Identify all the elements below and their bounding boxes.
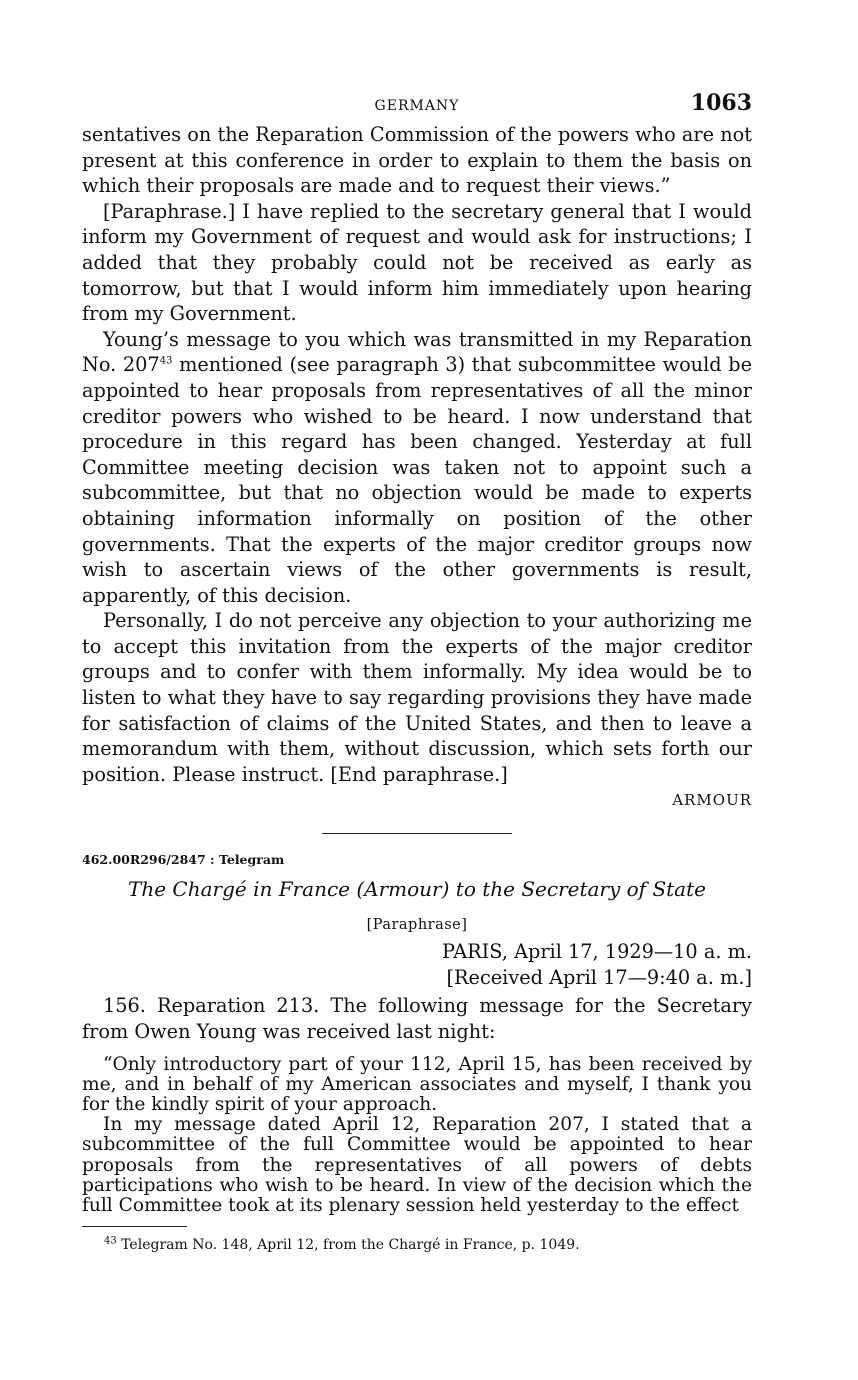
dateline <box>82 939 752 991</box>
paragraph-paraphrase: [Paraphrase.] I have replied to the secretary general that I would inform my Government of request and would ask for instructions; I added that they probably could not be received as early as tomorrow, but that I would inform him immediately upon hearing from my Government. <box>82 199 752 326</box>
quote-paragraph-1: “Only introductory part of your 112, April 15, has been received by me, and in behalf of my American associates and myself, I thank you for the kindly spirit of your approach. <box>82 1053 752 1116</box>
page-header <box>82 90 752 122</box>
paragraph-young-message <box>82 327 752 609</box>
dateline-sent: PARIS, April 17, 1929—10 a. m. <box>442 940 752 964</box>
dateline-received: [Received April 17—9:40 a. m.] <box>446 966 752 990</box>
paraphrase-label: [Paraphrase] <box>366 917 468 934</box>
document-page <box>82 90 752 1253</box>
footnote-reference: 43 <box>159 355 173 367</box>
document-title: The Chargé in France (Armour) to the Secretary of State <box>128 877 706 902</box>
paragraph-young-message-rest: mentioned (see paragraph 3) that subcommittee would be appointed to hear proposals from representatives of all the minor creditor powers who wished to be heard. I now understand that procedure in this regard has been changed. Yesterday at full Committee meeting decision was taken not to appoint such a subcommittee, but that no objection would be made to experts obtaining information informally on position of the other governments. That the experts of the major creditor groups now wish to ascertain views of the other governments is result, apparently, of this decision. <box>82 353 752 607</box>
section-divider <box>322 833 512 834</box>
footnote <box>82 1237 752 1253</box>
footnote-text: Telegram No. 148, April 12, from the Chargé in France, p. 1049. <box>116 1237 580 1254</box>
footnote-marker: 43 <box>104 1235 117 1247</box>
paragraph-continuation: sentatives on the Reparation Commission of the powers who are not present at this conference in order to explain to them the basis on which their proposals are made and to request their views.” <box>82 123 752 198</box>
quoted-message <box>82 1055 752 1217</box>
paragraph-young-message-start: Young’s message to you which was transmitted in my Reparation No. 207 <box>82 327 752 377</box>
file-reference: 462.00R296/2847 : Telegram <box>82 852 285 868</box>
page-number: 1063 <box>690 90 752 116</box>
footnote-divider <box>82 1226 187 1227</box>
signature: ARMOUR <box>672 791 752 810</box>
paragraph-personally: Personally, I do not perceive any objection to your authorizing me to accept this invitation from the experts of the major creditor groups and to confer with them informally. My idea would be to listen to what they have to say regarding provisions they have made for satisfaction of claims of the United States, and then to leave a memorandum with them, without discussion, which sets forth our position. Please instruct. [End paraphrase.] <box>82 609 752 786</box>
running-head: GERMANY <box>374 98 460 114</box>
telegram-body: 156. Reparation 213. The following message for the Secretary from Owen Young was received last night: <box>82 994 752 1044</box>
quote-paragraph-2: In my message dated April 12, Reparation 207, I stated that a subcommittee of the full Committee would be appointed to hear proposals from the representatives of all powers of debts participations who wish to be heard. In view of the decision which the full Committee took at its plenary session held yesterday to the effect <box>82 1114 752 1217</box>
